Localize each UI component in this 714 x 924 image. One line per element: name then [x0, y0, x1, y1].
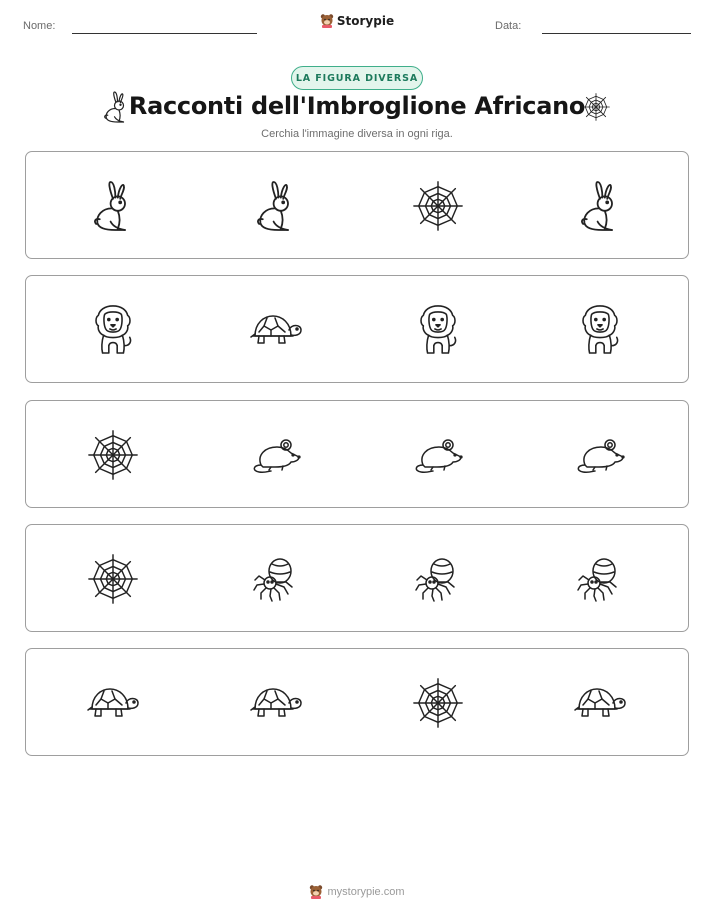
lion-icon[interactable] — [85, 300, 141, 360]
rabbit-icon[interactable] — [572, 176, 628, 236]
name-label: Nome: — [23, 20, 56, 32]
spider-icon[interactable] — [572, 549, 628, 609]
mouse-icon[interactable] — [248, 425, 304, 485]
rabbit-icon[interactable] — [248, 176, 304, 236]
spider-web-icon[interactable] — [85, 425, 141, 485]
brand-name: Storypie — [336, 13, 395, 28]
puzzle-row-3 — [25, 400, 689, 508]
turtle-icon[interactable] — [85, 673, 141, 733]
puzzle-row-5 — [25, 648, 689, 756]
spider-web-icon[interactable] — [410, 673, 466, 733]
spider-web-icon[interactable] — [410, 176, 466, 236]
spider-icon[interactable] — [410, 549, 466, 609]
mouse-icon[interactable] — [572, 425, 628, 485]
bear-logo-icon — [309, 884, 323, 899]
puzzle-row-1 — [25, 151, 689, 259]
puzzle-row-2 — [25, 275, 689, 383]
spider-web-icon — [581, 92, 611, 126]
spider-web-icon[interactable] — [85, 549, 141, 609]
bear-logo-icon — [320, 13, 334, 28]
lion-icon[interactable] — [410, 300, 466, 360]
rabbit-icon[interactable] — [85, 176, 141, 236]
lion-icon[interactable] — [572, 300, 628, 360]
turtle-icon[interactable] — [572, 673, 628, 733]
puzzle-row-4 — [25, 524, 689, 632]
spider-icon[interactable] — [248, 549, 304, 609]
page-title: Racconti dell'Imbroglione Africano — [128, 92, 586, 120]
date-input-line[interactable] — [542, 33, 691, 34]
date-label: Data: — [495, 20, 522, 32]
footer — [0, 884, 714, 899]
mouse-icon[interactable] — [410, 425, 466, 485]
instructions: Cerchia l'immagine diversa in ogni riga. — [261, 128, 453, 140]
name-input-line[interactable] — [72, 33, 257, 34]
turtle-icon[interactable] — [248, 673, 304, 733]
footer-url[interactable]: mystorypie.com — [327, 885, 405, 898]
brand-logo — [0, 13, 714, 28]
worksheet-type-badge: LA FIGURA DIVERSA — [291, 66, 423, 90]
turtle-icon[interactable] — [248, 300, 304, 360]
